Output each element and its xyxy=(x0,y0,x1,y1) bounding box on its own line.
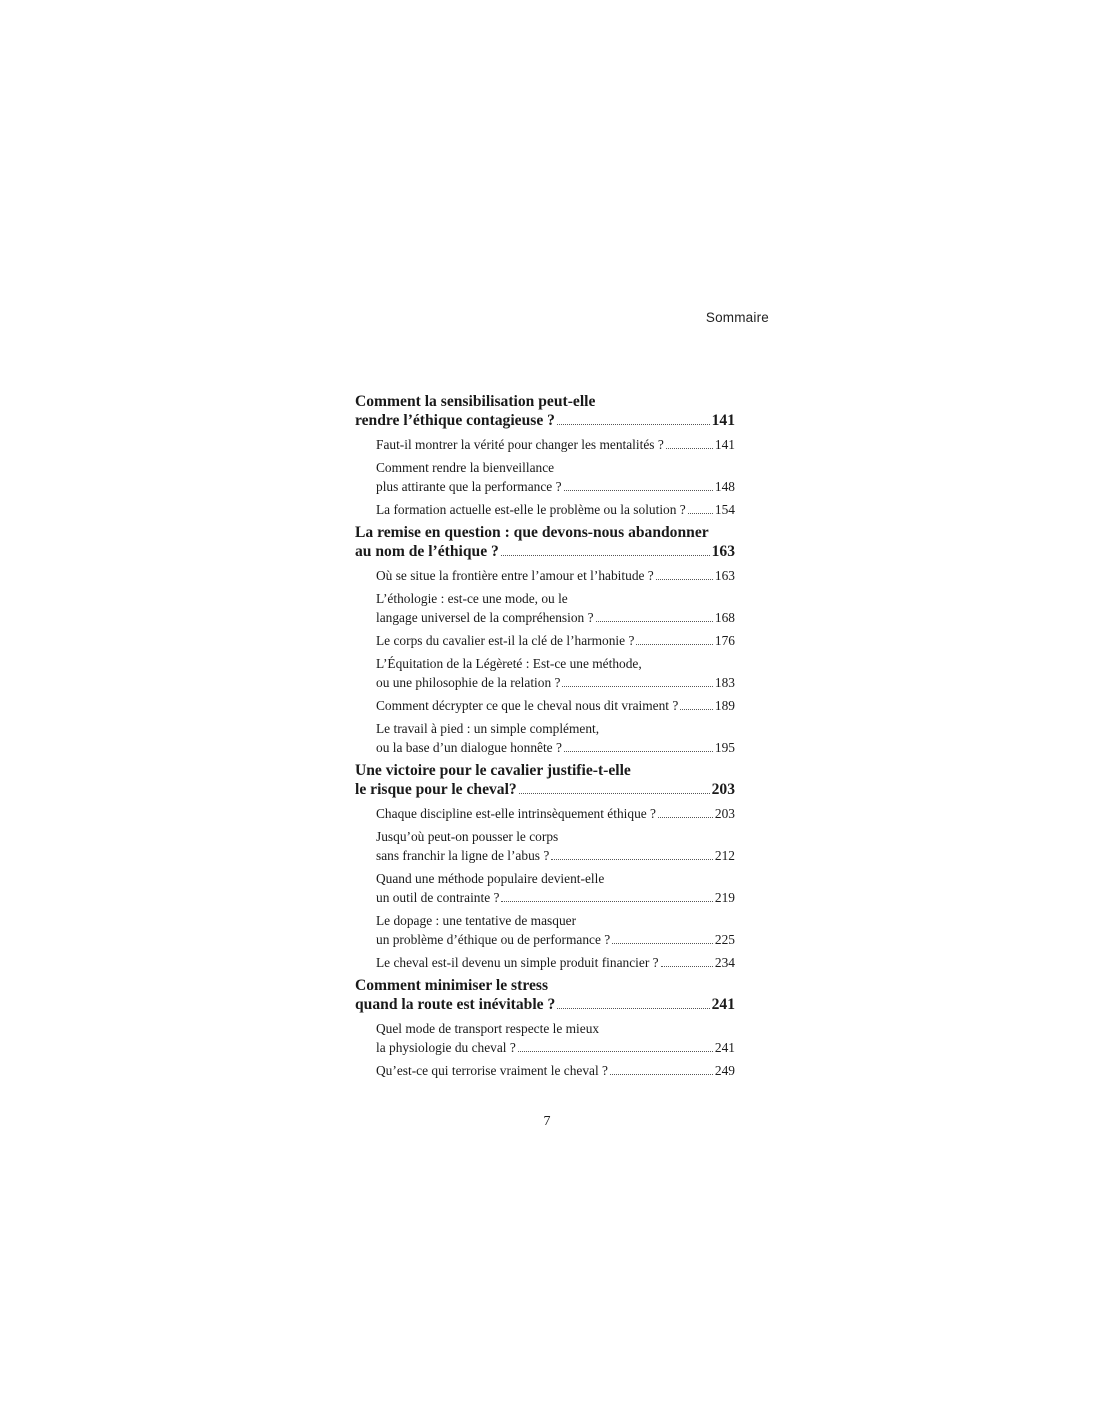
toc-entry-title-line: Le corps du cavalier est-il la clé de l’harmonie ? xyxy=(376,633,635,648)
dot-leader xyxy=(661,966,713,967)
toc-chapter-entry xyxy=(355,976,735,1014)
toc-entry-title-line: Où se situe la frontière entre l’amour et l’habitude ? xyxy=(376,568,654,583)
toc-entry-last-line xyxy=(376,673,735,692)
toc-entry-title-line: Quand une méthode populaire devient-elle xyxy=(376,871,605,886)
dot-leader xyxy=(612,943,713,944)
toc-entry-last-line xyxy=(376,930,735,949)
toc-entry-last-line xyxy=(376,846,735,865)
toc-entry-title-line: Comment rendre la bienveillance xyxy=(376,460,555,475)
toc-entry-last-line xyxy=(376,953,735,972)
toc-entry-last-line xyxy=(376,477,735,496)
toc-section-entry xyxy=(355,804,735,823)
running-header: Sommaire xyxy=(705,310,769,325)
dot-leader xyxy=(658,817,713,818)
toc-section-entry xyxy=(355,953,735,972)
toc-entry-last-line xyxy=(355,411,735,430)
dot-leader xyxy=(501,555,710,556)
toc-entry-title-line: Une victoire pour le cavalier justifie-t-elle xyxy=(355,762,631,779)
toc-entry-title-line: Faut-il montrer la vérité pour changer les mentalités ? xyxy=(376,437,664,452)
toc-entry-last-line xyxy=(376,1038,735,1057)
toc-page-number: 203 xyxy=(714,806,735,821)
toc-entry-title-line: rendre l’éthique contagieuse ? xyxy=(355,412,555,429)
toc-page-number: 154 xyxy=(714,502,735,517)
toc-entry-title-line: La formation actuelle est-elle le problème ou la solution ? xyxy=(376,502,686,517)
dot-leader xyxy=(636,644,713,645)
toc-entry-title-line: Le cheval est-il devenu un simple produit financier ? xyxy=(376,955,659,970)
toc-entry-title-line: Qu’est-ce qui terrorise vraiment le cheval ? xyxy=(376,1063,608,1078)
toc-entry-last-line xyxy=(376,888,735,907)
dot-leader xyxy=(557,1008,709,1009)
toc-page-number: 212 xyxy=(714,848,735,863)
toc-page-number: 148 xyxy=(714,479,735,494)
toc-entry-last-line xyxy=(376,696,735,715)
toc-section-entry xyxy=(355,911,735,949)
toc-entry-last-line xyxy=(376,738,735,757)
toc-section-entry xyxy=(355,1061,735,1080)
dot-leader xyxy=(551,859,713,860)
toc-page-number: 141 xyxy=(711,412,735,429)
toc-page-number: 163 xyxy=(711,543,735,560)
toc-section-entry xyxy=(355,719,735,757)
dot-leader xyxy=(564,751,713,752)
toc-section-entry xyxy=(355,566,735,585)
toc-page-number: 183 xyxy=(714,675,735,690)
toc-section-entry xyxy=(355,589,735,627)
dot-leader xyxy=(557,424,710,425)
toc-entry-title-line: La remise en question : que devons-nous abandonner xyxy=(355,524,709,541)
toc-entry-title-line: Jusqu’où peut-on pousser le corps xyxy=(376,829,559,844)
toc-chapter-entry xyxy=(355,523,735,561)
dot-leader xyxy=(688,513,713,514)
toc-entry-title-line: Chaque discipline est-elle intrinsèquement éthique ? xyxy=(376,806,657,821)
toc-entry-title-line: Le dopage : une tentative de masquer xyxy=(376,913,577,928)
toc-entry-title-line: le risque pour le cheval? xyxy=(355,781,517,798)
toc-entry-last-line xyxy=(376,1061,735,1080)
toc-page-number: 195 xyxy=(714,740,735,755)
toc-entry-title-line: L’éthologie : est-ce une mode, ou le xyxy=(376,591,568,606)
toc-chapter-entry xyxy=(355,392,735,430)
toc-chapter-entry xyxy=(355,761,735,799)
dot-leader xyxy=(680,709,713,710)
toc-page-number: 189 xyxy=(714,698,735,713)
toc-entry-title-line: Quel mode de transport respecte le mieux xyxy=(376,1021,600,1036)
toc-entry-last-line xyxy=(355,995,735,1014)
toc-page-number: 168 xyxy=(714,610,735,625)
toc-entry-title-line: un outil de contrainte ? xyxy=(376,890,500,905)
toc-page-number: 241 xyxy=(714,1040,735,1055)
dot-leader xyxy=(518,1051,713,1052)
table-of-contents xyxy=(355,392,735,1084)
toc-section-entry xyxy=(355,827,735,865)
toc-section-entry xyxy=(355,1019,735,1057)
dot-leader xyxy=(656,579,713,580)
toc-entry-title-line: la physiologie du cheval ? xyxy=(376,1040,516,1055)
toc-page-number: 249 xyxy=(714,1063,735,1078)
toc-entry-title-line: L’Équitation de la Légèreté : Est-ce une méthode, xyxy=(376,656,642,671)
toc-section-entry xyxy=(355,631,735,650)
toc-section-entry xyxy=(355,500,735,519)
toc-entry-last-line xyxy=(376,566,735,585)
toc-section-entry xyxy=(355,654,735,692)
toc-entry-last-line xyxy=(376,631,735,650)
toc-entry-last-line xyxy=(376,500,735,519)
toc-page-number: 234 xyxy=(714,955,735,970)
toc-entry-title-line: langage universel de la compréhension ? xyxy=(376,610,594,625)
dot-leader xyxy=(666,448,713,449)
toc-page-number: 163 xyxy=(714,568,735,583)
toc-section-entry xyxy=(355,435,735,454)
dot-leader xyxy=(610,1074,713,1075)
toc-page-number: 141 xyxy=(714,437,735,452)
toc-entry-last-line xyxy=(355,780,735,799)
toc-entry-title-line: ou la base d’un dialogue honnête ? xyxy=(376,740,562,755)
toc-page-number: 176 xyxy=(714,633,735,648)
toc-page-number: 241 xyxy=(711,996,735,1013)
toc-entry-title-line: sans franchir la ligne de l’abus ? xyxy=(376,848,550,863)
toc-entry-last-line xyxy=(376,608,735,627)
toc-entry-title-line: quand la route est inévitable ? xyxy=(355,996,556,1013)
toc-entry-title-line: Comment décrypter ce que le cheval nous dit vraiment ? xyxy=(376,698,679,713)
toc-entry-title-line: Comment minimiser le stress xyxy=(355,977,549,994)
toc-entry-last-line xyxy=(376,804,735,823)
toc-page-number: 219 xyxy=(714,890,735,905)
toc-page-number: 203 xyxy=(711,781,735,798)
dot-leader xyxy=(501,901,712,902)
dot-leader xyxy=(519,793,710,794)
toc-entry-title-line: Le travail à pied : un simple complément, xyxy=(376,721,600,736)
dot-leader xyxy=(564,490,713,491)
toc-entry-title-line: au nom de l’éthique ? xyxy=(355,543,499,560)
toc-entry-title-line: ou une philosophie de la relation ? xyxy=(376,675,561,690)
toc-entry-title-line: Comment la sensibilisation peut-elle xyxy=(355,393,596,410)
toc-section-entry xyxy=(355,696,735,715)
page-number: 7 xyxy=(543,1114,551,1129)
dot-leader xyxy=(596,621,713,622)
toc-page-number: 225 xyxy=(714,932,735,947)
toc-section-entry xyxy=(355,869,735,907)
toc-entry-last-line xyxy=(355,542,735,561)
dot-leader xyxy=(562,686,712,687)
toc-entry-title-line: un problème d’éthique ou de performance ? xyxy=(376,932,611,947)
toc-section-entry xyxy=(355,458,735,496)
toc-entry-title-line: plus attirante que la performance ? xyxy=(376,479,562,494)
toc-entry-last-line xyxy=(376,435,735,454)
